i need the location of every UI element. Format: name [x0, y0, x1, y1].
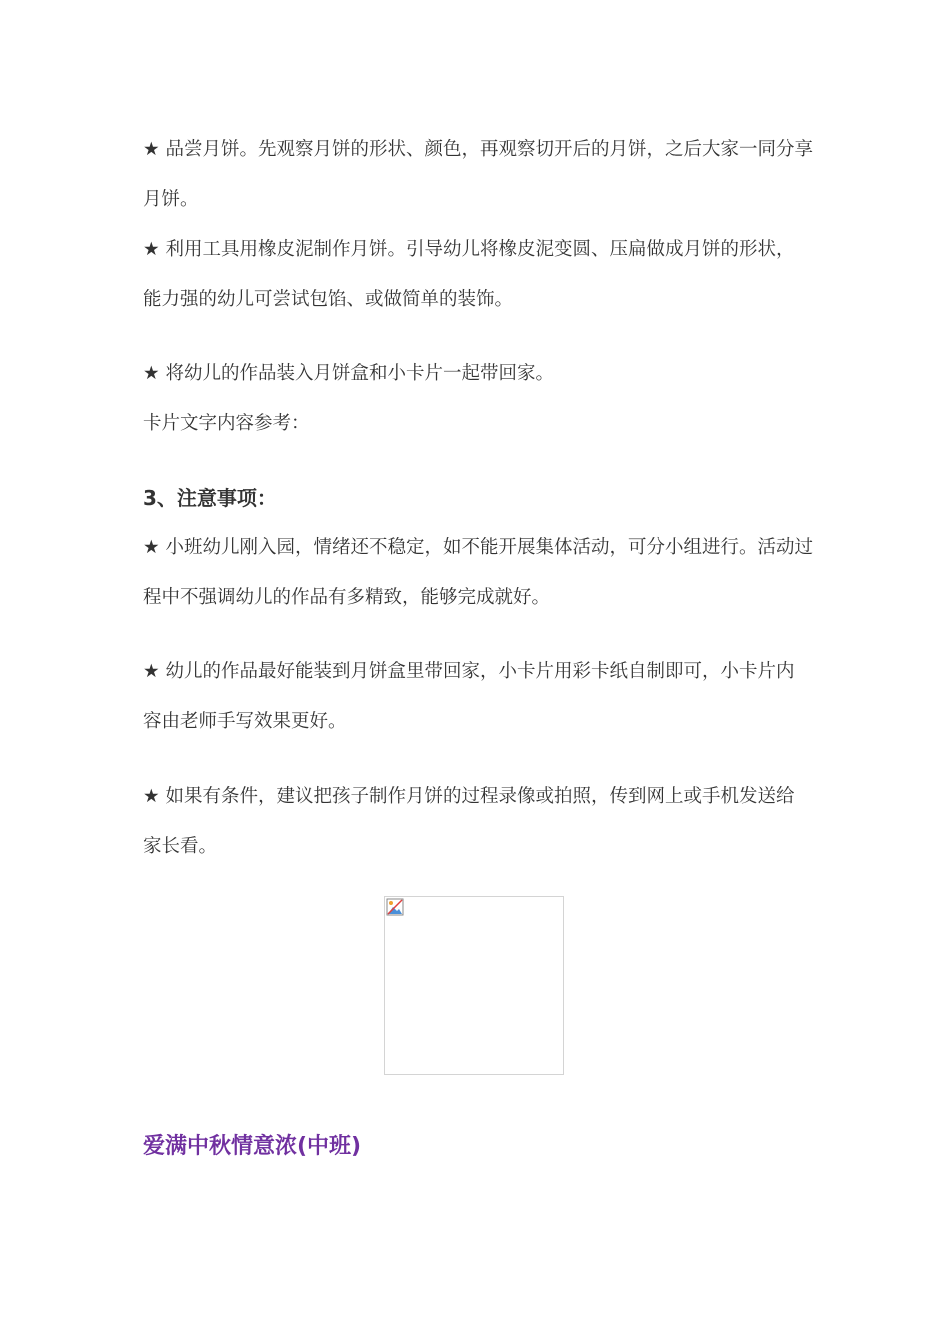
next-section-title: 爱满中秋情意浓(中班) [143, 1134, 362, 1159]
paragraph-taste-line1: ★ 品尝月饼。先观察月饼的形状、颜色，再观察切开后的月饼，之后大家一同分享 [143, 139, 813, 160]
paragraph-card-reference: 卡片文字内容参考： [143, 413, 310, 434]
paragraph-taste-line2: 月饼。 [143, 189, 199, 210]
paragraph-clay-line2: 能力强的幼儿可尝试包馅、或做简单的装饰。 [143, 289, 514, 310]
note-3-line2: 家长看。 [143, 836, 218, 857]
note-2-line1: ★ 幼儿的作品最好能装到月饼盒里带回家，小卡片用彩卡纸自制即可，小卡片内 [143, 661, 795, 682]
paragraph-take-home: ★ 将幼儿的作品装入月饼盒和小卡片一起带回家。 [143, 363, 554, 384]
image-placeholder [384, 896, 564, 1075]
paragraph-clay-line1: ★ 利用工具用橡皮泥制作月饼。引导幼儿将橡皮泥变圆、压扁做成月饼的形状， [143, 239, 795, 260]
broken-image-icon [386, 898, 404, 916]
section-heading-notes: 3、注意事项： [143, 486, 277, 510]
note-1-line2: 程中不强调幼儿的作品有多精致，能够完成就好。 [143, 587, 551, 608]
note-2-line2: 容由老师手写效果更好。 [143, 711, 347, 732]
note-3-line1: ★ 如果有条件，建议把孩子制作月饼的过程录像或拍照，传到网上或手机发送给 [143, 786, 795, 807]
note-1-line1: ★ 小班幼儿刚入园，情绪还不稳定，如不能开展集体活动，可分小组进行。活动过 [143, 537, 813, 558]
